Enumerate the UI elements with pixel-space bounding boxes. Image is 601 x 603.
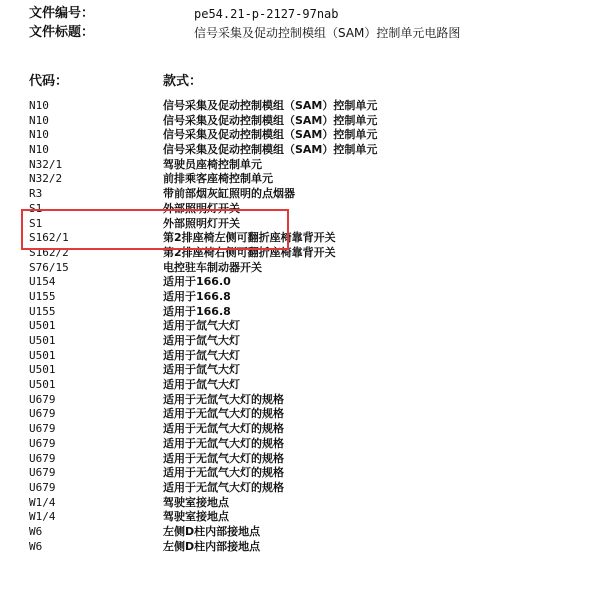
- style-column-header: 款式：: [163, 74, 203, 89]
- component-description: 驾驶员座椅控制单元: [163, 157, 262, 171]
- component-code: S76/15: [29, 260, 69, 274]
- component-description: 左侧D柱内部接地点: [163, 539, 261, 553]
- list-item: [29, 349, 589, 364]
- component-description: 适用于166.8: [163, 304, 231, 318]
- component-description: 信号采集及促动控制模组（SAM）控制单元: [163, 113, 378, 127]
- list-item: [29, 99, 589, 114]
- component-list: [29, 99, 589, 554]
- list-item: [29, 540, 589, 555]
- component-description: 适用于氙气大灯: [163, 378, 240, 392]
- list-item: [29, 158, 589, 173]
- list-item: [29, 172, 589, 187]
- list-item: [29, 217, 589, 232]
- list-item: [29, 202, 589, 217]
- component-code: S1: [29, 216, 43, 230]
- list-item: [29, 510, 589, 525]
- list-item: [29, 275, 589, 290]
- component-description: 适用于无氙气大灯的规格: [163, 466, 284, 480]
- list-item: [29, 452, 589, 467]
- component-description: 适用于无氙气大灯的规格: [163, 407, 284, 421]
- list-item: [29, 481, 589, 496]
- component-code: W6: [29, 539, 43, 553]
- component-code: U155: [29, 289, 56, 303]
- component-code: U501: [29, 378, 56, 392]
- component-code: U501: [29, 348, 56, 362]
- list-item: [29, 114, 589, 129]
- list-item: [29, 319, 589, 334]
- list-item: [29, 305, 589, 320]
- component-description: 适用于氙气大灯: [163, 348, 240, 362]
- list-item: [29, 393, 589, 408]
- list-item: [29, 187, 589, 202]
- list-item: [29, 143, 589, 158]
- component-code: R3: [29, 187, 43, 201]
- doc-number-value: pe54.21-p-2127-97nab: [194, 7, 339, 21]
- component-description: 适用于氙气大灯: [163, 319, 240, 333]
- component-code: U679: [29, 407, 56, 421]
- component-code: U154: [29, 275, 56, 289]
- list-item: [29, 525, 589, 540]
- component-description: 外部照明灯开关: [163, 216, 240, 230]
- component-description: 驾驶室接地点: [163, 495, 229, 509]
- component-code: W6: [29, 524, 43, 538]
- component-description: 适用于166.0: [163, 275, 231, 289]
- component-code: S162/1: [29, 231, 69, 245]
- code-column-header: 代码：: [29, 74, 69, 89]
- list-item: [29, 407, 589, 422]
- component-code: U501: [29, 319, 56, 333]
- component-description: 左侧D柱内部接地点: [163, 524, 261, 538]
- component-description: 适用于无氙气大灯的规格: [163, 451, 284, 465]
- component-code: U679: [29, 422, 56, 436]
- doc-number-label: 文件编号：: [29, 6, 95, 21]
- list-item: [29, 496, 589, 511]
- component-code: W1/4: [29, 495, 56, 509]
- component-description: 第2排座椅右侧可翻折座椅靠背开关: [163, 245, 336, 259]
- component-description: 适用于无氙气大灯的规格: [163, 392, 284, 406]
- component-code: N10: [29, 128, 49, 142]
- component-description: 适用于无氙气大灯的规格: [163, 480, 284, 494]
- component-description: 驾驶室接地点: [163, 510, 229, 524]
- component-code: N10: [29, 143, 49, 157]
- component-code: W1/4: [29, 510, 56, 524]
- component-description: 前排乘客座椅控制单元: [163, 172, 273, 186]
- component-description: 适用于无氙气大灯的规格: [163, 422, 284, 436]
- component-description: 带前部烟灰缸照明的点烟器: [163, 187, 295, 201]
- component-description: 信号采集及促动控制模组（SAM）控制单元: [163, 128, 378, 142]
- component-code: U679: [29, 466, 56, 480]
- doc-title-value: 信号采集及促动控制模组（SAM）控制单元电路图: [194, 26, 461, 40]
- component-description: 信号采集及促动控制模组（SAM）控制单元: [163, 99, 378, 112]
- component-code: N32/1: [29, 157, 63, 171]
- component-description: 信号采集及促动控制模组（SAM）控制单元: [163, 143, 378, 157]
- list-item: [29, 128, 589, 143]
- component-description: 适用于氙气大灯: [163, 363, 240, 377]
- list-item: [29, 466, 589, 481]
- component-code: U155: [29, 304, 56, 318]
- list-item: [29, 231, 589, 246]
- list-item: [29, 334, 589, 349]
- component-code: U679: [29, 451, 56, 465]
- list-item: [29, 246, 589, 261]
- list-item: [29, 422, 589, 437]
- component-code: S1: [29, 201, 43, 215]
- component-code: S162/2: [29, 245, 69, 259]
- component-description: 外部照明灯开关: [163, 201, 240, 215]
- component-description: 适用于氙气大灯: [163, 334, 240, 347]
- list-item: [29, 378, 589, 393]
- component-code: U679: [29, 392, 56, 406]
- doc-title-label: 文件标题：: [29, 25, 95, 40]
- list-item: [29, 363, 589, 378]
- list-item: [29, 290, 589, 305]
- component-code: U501: [29, 334, 56, 347]
- component-description: 适用于166.8: [163, 289, 231, 303]
- component-code: U679: [29, 436, 56, 450]
- component-code: N10: [29, 113, 49, 127]
- component-code: U501: [29, 363, 56, 377]
- component-code: U679: [29, 480, 56, 494]
- list-item: [29, 261, 589, 276]
- component-description: 适用于无氙气大灯的规格: [163, 436, 284, 450]
- component-description: 第2排座椅左侧可翻折座椅靠背开关: [163, 231, 336, 245]
- component-code: N10: [29, 99, 49, 112]
- component-description: 电控驻车制动器开关: [163, 260, 262, 274]
- component-code: N32/2: [29, 172, 63, 186]
- list-item: [29, 437, 589, 452]
